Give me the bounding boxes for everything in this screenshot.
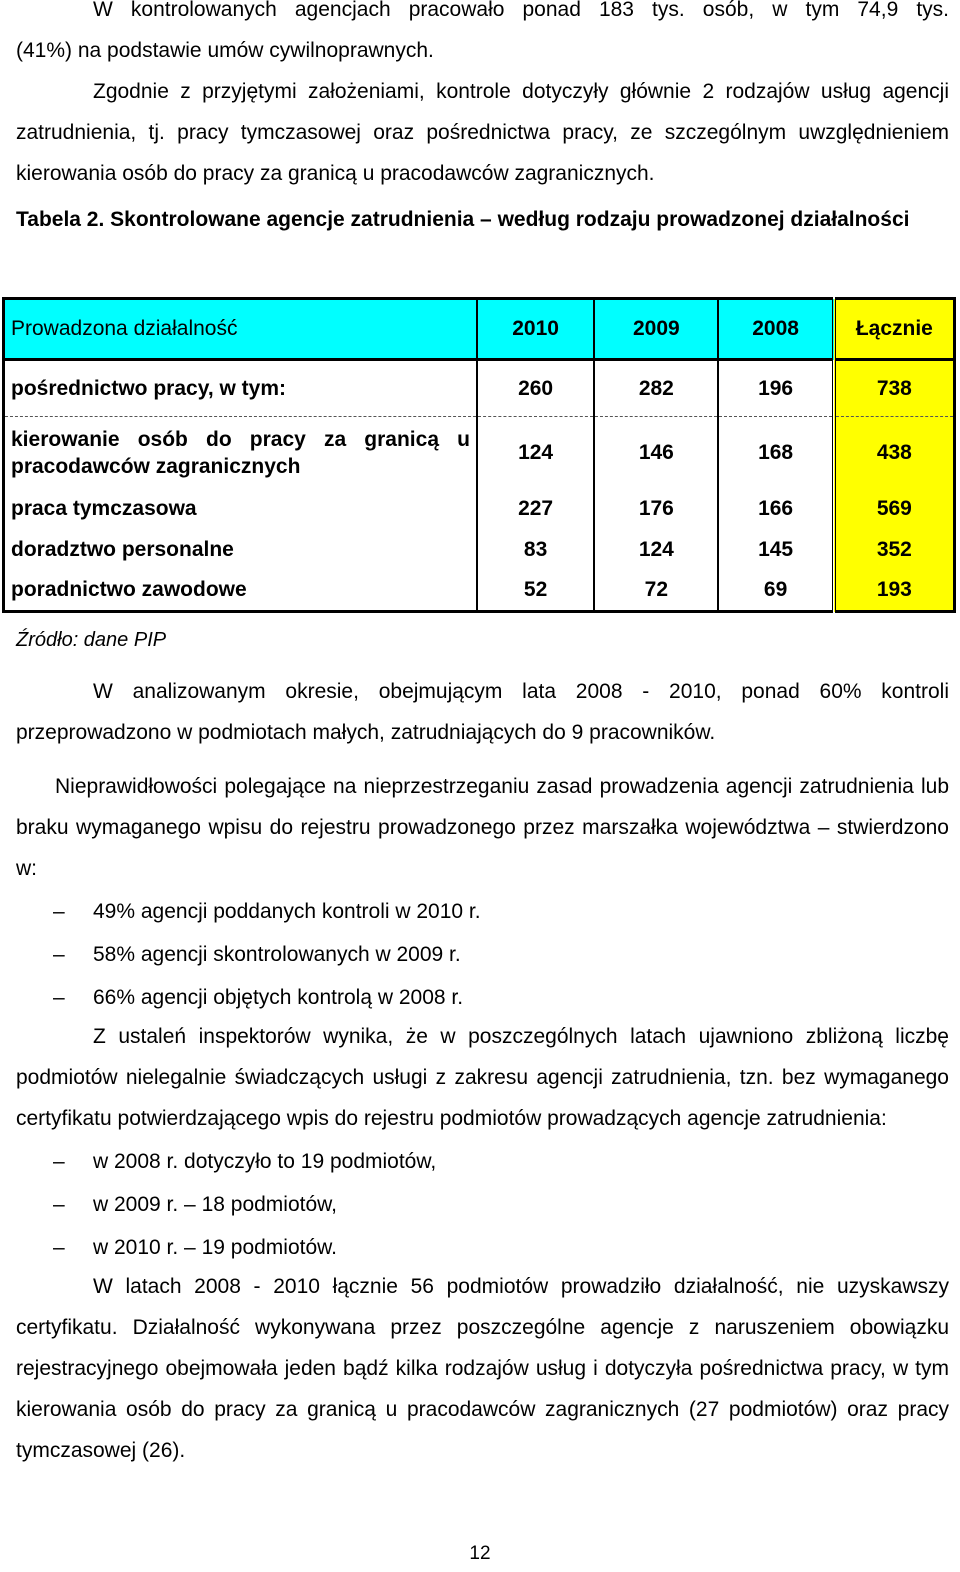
- cell-value: 83: [477, 530, 594, 571]
- cell-value: 69: [718, 571, 833, 612]
- list-item: – w 2009 r. – 18 podmiotów,: [16, 1183, 949, 1226]
- cell-value: 166: [718, 489, 833, 530]
- table-row: [4, 417, 955, 489]
- cell-total: 569: [834, 489, 955, 530]
- header-total: Łącznie: [834, 299, 955, 360]
- header-2009: 2009: [594, 299, 718, 360]
- intro-paragraph-2: Zgodnie z przyjętymi założeniami, kontrole dotyczyły głównie 2 rodzajów usług agencji zatrudnienia, tj. pracy tymczasowej oraz pośrednictwa pracy, ze szczególnym uwzględnieniem kierowania osób do pracy za granicą u pracodawców zagranicznych.: [16, 80, 949, 185]
- row-label: doradztwo personalne: [11, 538, 234, 561]
- cell-total: 738: [834, 360, 955, 417]
- table-source: Źródło: dane PIP: [16, 629, 167, 651]
- table-row: [4, 571, 955, 612]
- agencies-table: [2, 297, 956, 613]
- cell-value: 176: [594, 489, 718, 530]
- row-label: kierowanie osób do pracy za granicą u pracodawców zagranicznych: [11, 427, 470, 478]
- cell-value: 168: [718, 417, 833, 489]
- paragraph-summary: W latach 2008 - 2010 łącznie 56 podmiotów prowadziło działalność, nie uzyskawszy certyfikatu. Działalność wykonywana przez poszczególne agencje z naruszeniem obowiązku rejestracyjnego obejmowała jeden bądź kilka rodzajów usług i dotyczyła pośrednictwa pracy, w tym kierowania osób do pracy za granicą u pracodawców zagranicznych (27 podmiotów) oraz pracy tymczasowej (26).: [16, 1275, 949, 1462]
- table-row: [4, 489, 955, 530]
- cell-total: 193: [834, 571, 955, 612]
- table-row: [4, 530, 955, 571]
- paragraph-findings: Z ustaleń inspektorów wynika, że w poszczególnych latach ujawniono zbliżoną liczbę podmiotów nielegalnie świadczących usługi z zakresu agencji zatrudnienia, tzn. bez wymaganego certyfikatu potwierdzającego wpis do rejestru podmiotów prowadzących agencje zatrudnienia:: [16, 1025, 949, 1130]
- dash-marker: –: [53, 1236, 65, 1259]
- cell-value: 52: [477, 571, 594, 612]
- paragraph-analysis: W analizowanym okresie, obejmującym lata 2008 - 2010, ponad 60% kontroli przeprowadzono w podmiotach małych, zatrudniających do 9 pracowników.: [16, 680, 949, 744]
- paragraph-irregularities: Nieprawidłowości polegające na nieprzestrzeganiu zasad prowadzenia agencji zatrudnienia lub braku wymaganego wpisu do rejestru prowadzonego przez marszałka województwa – stwierdzono w:: [16, 775, 949, 880]
- list-entities: [16, 1140, 949, 1269]
- row-label: praca tymczasowa: [11, 497, 197, 520]
- page-number: 12: [469, 1543, 491, 1564]
- cell-total: 352: [834, 530, 955, 571]
- table-header-row: [4, 299, 955, 360]
- dash-marker: –: [53, 1193, 65, 1216]
- cell-value: 146: [594, 417, 718, 489]
- row-label: pośrednictwo pracy, w tym:: [4, 360, 477, 417]
- header-activity: Prowadzona działalność: [4, 299, 477, 360]
- cell-value: 260: [477, 360, 594, 417]
- table-row: [4, 360, 955, 417]
- body-text: [16, 671, 949, 1471]
- intro-line-2: (41%) na podstawie umów cywilnoprawnych.: [16, 39, 434, 62]
- list-item: – w 2010 r. – 19 podmiotów.: [16, 1226, 949, 1269]
- list-item: – 49% agencji poddanych kontroli w 2010 r.: [16, 890, 949, 933]
- cell-value: 124: [477, 417, 594, 489]
- list-percentages: [16, 890, 949, 1019]
- cell-value: 72: [594, 571, 718, 612]
- dash-marker: –: [53, 1150, 65, 1173]
- header-2008: 2008: [718, 299, 833, 360]
- list-item: – 66% agencji objętych kontrolą w 2008 r.: [16, 976, 949, 1019]
- table-caption: Tabela 2. Skontrolowane agencje zatrudnienia – według rodzaju prowadzonej działalności: [16, 208, 910, 231]
- row-label: poradnictwo zawodowe: [11, 578, 247, 602]
- intro-line-1: W kontrolowanych agencjach pracowało ponad 183 tys. osób, w tym 74,9 tys.: [93, 0, 949, 21]
- cell-total: 438: [834, 417, 955, 489]
- dash-marker: –: [53, 943, 65, 966]
- header-2010: 2010: [477, 299, 594, 360]
- cell-value: 227: [477, 489, 594, 530]
- list-item: – 58% agencji skontrolowanych w 2009 r.: [16, 933, 949, 976]
- cell-value: 145: [718, 530, 833, 571]
- cell-value: 196: [718, 360, 833, 417]
- dash-marker: –: [53, 986, 65, 1009]
- cell-value: 124: [594, 530, 718, 571]
- list-item: – w 2008 r. dotyczyło to 19 podmiotów,: [16, 1140, 949, 1183]
- dash-marker: –: [53, 900, 65, 923]
- cell-value: 282: [594, 360, 718, 417]
